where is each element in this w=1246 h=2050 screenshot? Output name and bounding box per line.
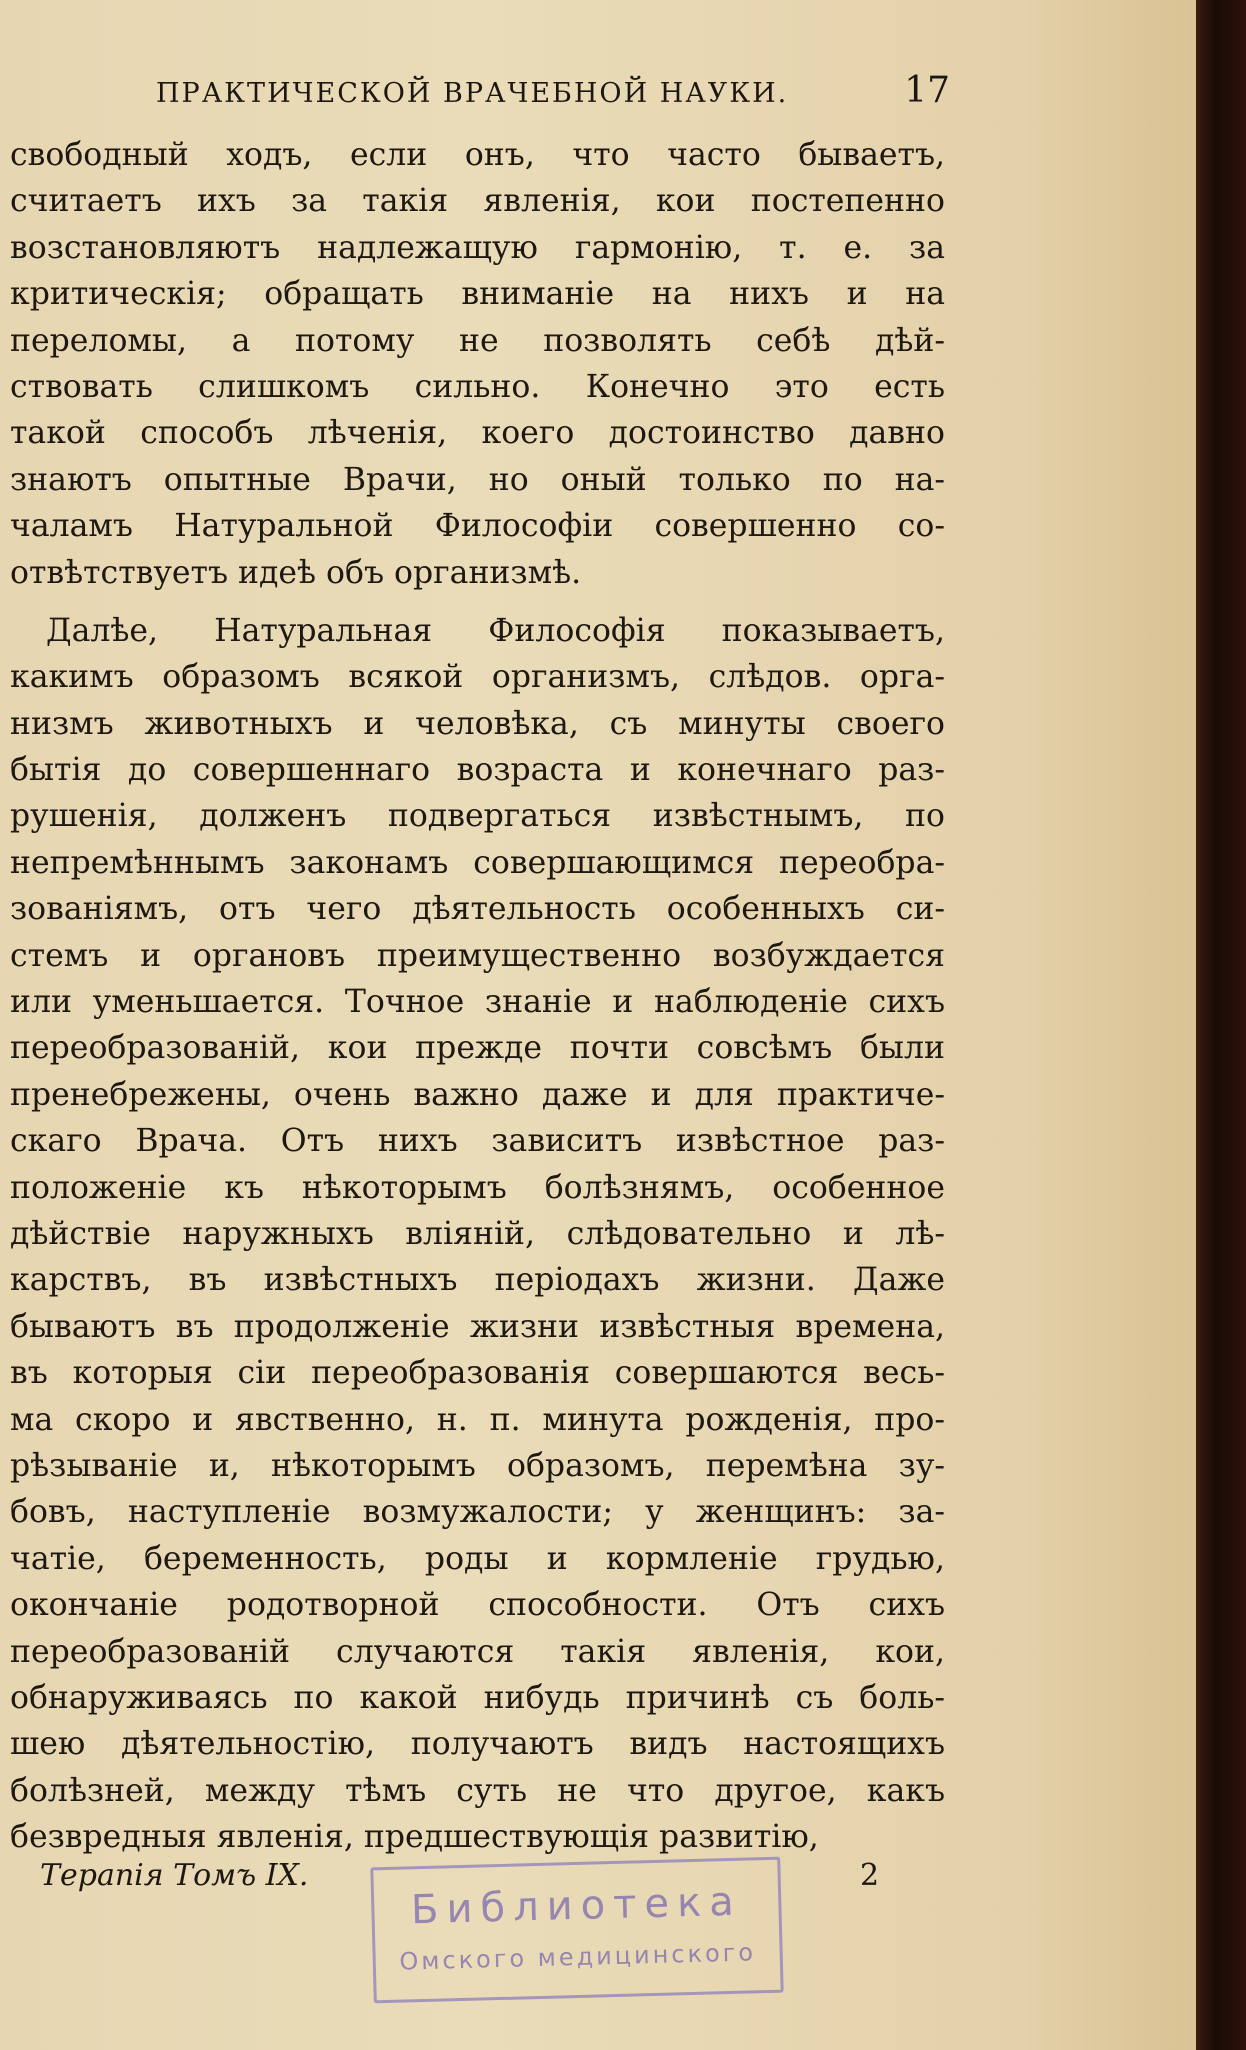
text-line: болѣзней, между тѣмъ суть не что другое, какъ [10, 1772, 945, 1809]
text-line: переобразованій, кои прежде почти совсѣмъ были [10, 1030, 945, 1067]
stamp-subtitle: Омского медицинского [399, 1938, 757, 1976]
page-number: 17 [904, 70, 950, 111]
paragraph [10, 608, 945, 1861]
text-line: безвредныя явленія, предшествующія развитію, [10, 1819, 819, 1856]
text-line: чатіе, беременность, роды и кормленіе грудью, [10, 1540, 945, 1577]
signature-mark-volume: Терапія Томъ IX. [40, 1858, 309, 1893]
book-spine [1196, 0, 1246, 2050]
text-line: низмъ животныхъ и человѣка, съ минуты своего [10, 705, 945, 742]
text-line: бываютъ въ продолженіе жизни извѣстныя времена, [10, 1308, 945, 1345]
text-line: рѣзываніе и, нѣкоторымъ образомъ, перемѣна зу- [10, 1447, 945, 1484]
text-line: непремѣннымъ законамъ совершающимся переобра- [10, 844, 945, 881]
text-line: переобразованій случаются такія явленія, кои, [10, 1633, 945, 1670]
text-line: свободный ходъ, если онъ, что часто бываетъ, [10, 137, 945, 173]
text-line: или уменьшается. Точное знаніе и наблюденіе сихъ [10, 984, 945, 1021]
text-line: шею дѣятельностію, получаютъ видъ настоящихъ [10, 1726, 945, 1763]
text-line: знаютъ опытные Врачи, но оный только по на- [10, 461, 945, 498]
text-line: возстановляютъ надлежащую гармонію, т. е. за [10, 229, 945, 266]
text-line: Далѣе, Натуральная Философія показываетъ, [46, 612, 945, 649]
text-line: дѣйствіе наружныхъ вліяній, слѣдовательно и лѣ- [10, 1215, 945, 1252]
text-line: чаламъ Натуральной Философіи совершенно со- [10, 508, 945, 545]
text-line: отвѣтствуетъ идеѣ объ организмѣ. [10, 554, 582, 591]
text-line: карствъ, въ извѣстныхъ періодахъ жизни. Даже [10, 1262, 945, 1299]
text-line: такой способъ лѣченія, коего достоинство давно [10, 415, 945, 452]
text-line: ма скоро и явственно, н. п. минута рожденія, про- [10, 1401, 945, 1438]
text-line: обнаруживаясь по какой нибудь причинѣ съ боль- [10, 1679, 945, 1716]
text-line: считаетъ ихъ за такія явленія, кои постепенно [10, 183, 945, 220]
text-line: рушенія, долженъ подвергаться извѣстнымъ, по [10, 798, 945, 835]
running-title: ПРАКТИЧЕСКОЙ ВРАЧЕБНОЙ НАУКИ. [156, 78, 789, 109]
text-line: критическія; обращать вниманіе на нихъ и на [10, 276, 945, 313]
page-header [150, 70, 950, 120]
text-line: какимъ образомъ всякой организмъ, слѣдов. орга- [10, 659, 945, 696]
signature-number: 2 [860, 1858, 880, 1893]
text-line: зованіямъ, отъ чего дѣятельность особенныхъ си- [10, 891, 945, 928]
library-stamp [370, 1857, 783, 2004]
stamp-title: Библиотека [410, 1878, 743, 1934]
text-line: положеніе къ нѣкоторымъ болѣзнямъ, особенное [10, 1169, 945, 1206]
text-line: окончаніе родотворной способности. Отъ сихъ [10, 1587, 945, 1624]
text-line: стемъ и органовъ преимущественно возбуждается [10, 937, 945, 974]
text-line: ствовать слишкомъ сильно. Конечно это есть [10, 368, 945, 405]
paragraph [10, 132, 945, 596]
text-line: пренебрежены, очень важно даже и для практиче- [10, 1076, 945, 1113]
text-line: бовъ, наступленіе возмужалости; у женщинъ: за- [10, 1494, 945, 1531]
text-line: скаго Врача. Отъ нихъ зависитъ извѣстное раз- [10, 1123, 945, 1160]
text-line: переломы, а потому не позволять себѣ дѣй- [10, 322, 945, 359]
paragraph-gap [10, 596, 945, 608]
body-text [10, 132, 945, 1860]
text-line: бытія до совершеннаго возраста и конечнаго раз- [10, 752, 945, 789]
text-line: въ которыя сіи переобразованія совершаются весь- [10, 1355, 945, 1392]
